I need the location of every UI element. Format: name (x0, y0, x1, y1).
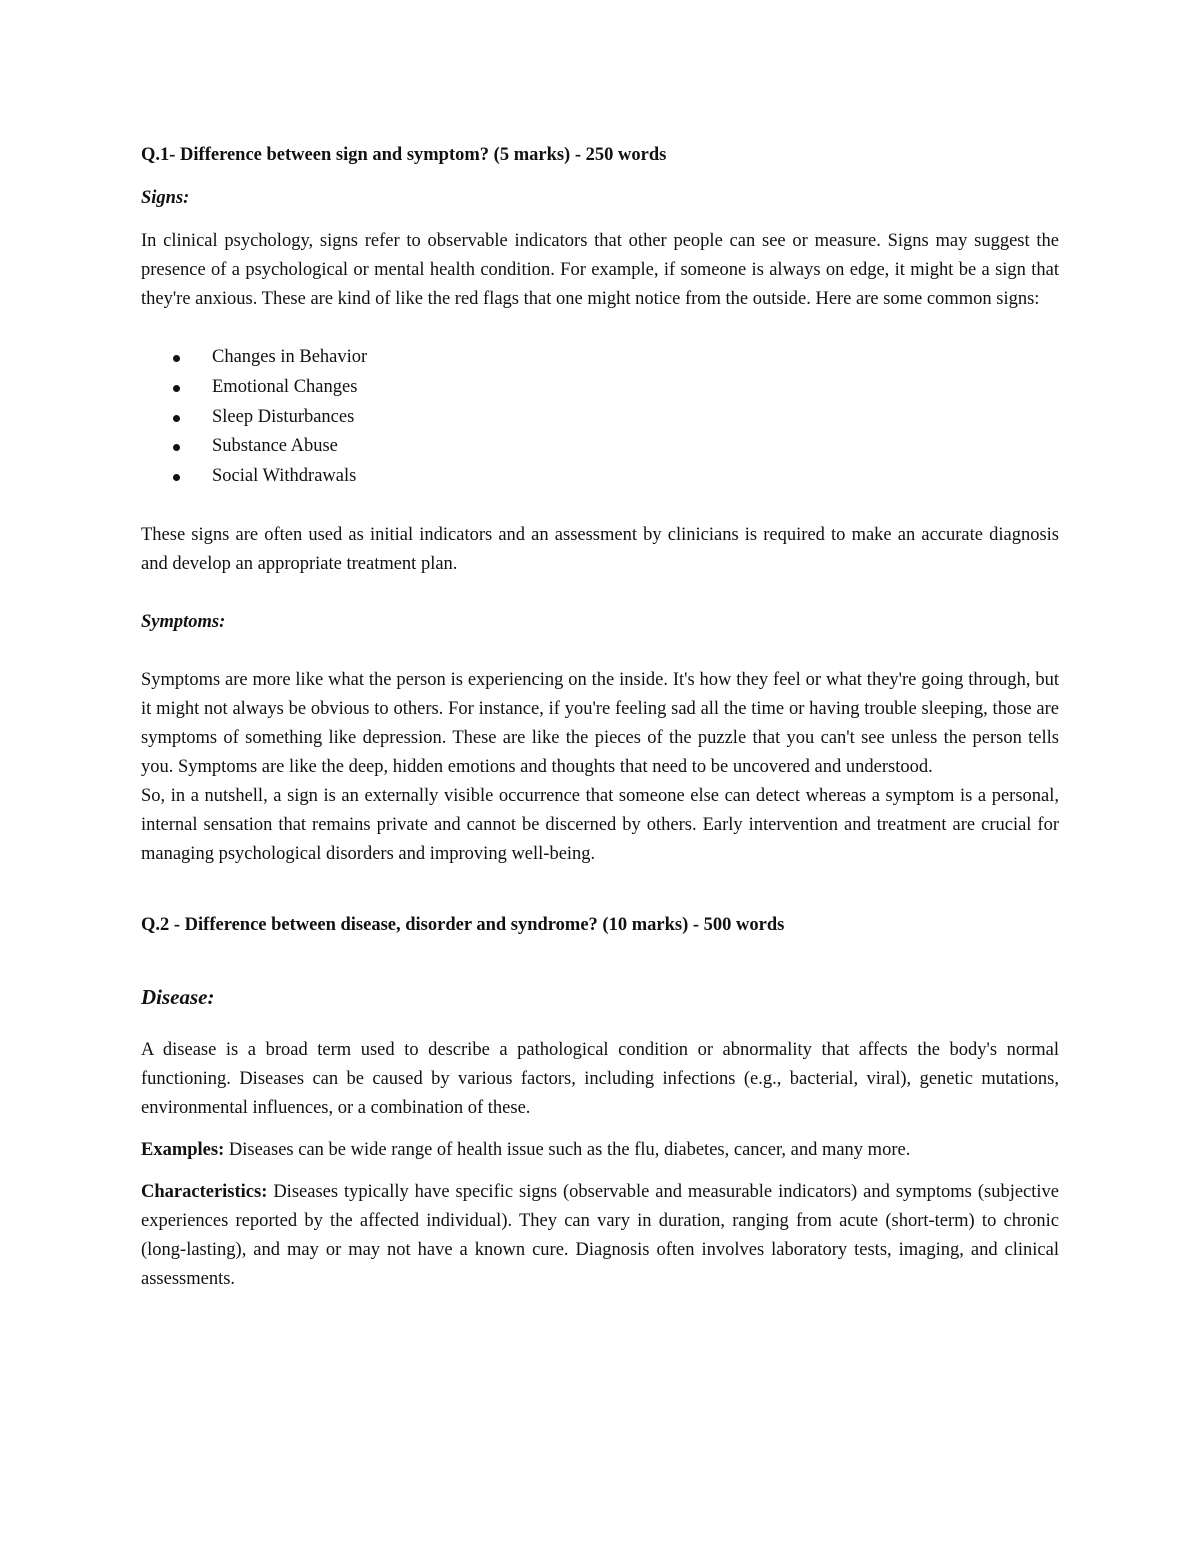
bullet-icon (173, 385, 180, 392)
symptoms-heading: Symptoms: (141, 611, 226, 632)
summary-paragraph: So, in a nutshell, a sign is an externally visible occurrence that someone else can detect whereas a symptom is a personal, internal sensation that remains private and cannot be discerned by others. Early intervention and treatment are crucial for managing psychological disorders and improving well-being. (141, 785, 1059, 864)
characteristics-label: Characteristics: (141, 1181, 268, 1202)
bullet-icon (173, 444, 180, 451)
characteristics-text: Diseases typically have specific signs (observable and measurable indicators) and symptoms (subjective experiences reported by the affected individual). They can vary in duration, ranging from acute (short-term) to chronic (long-lasting), and may or may not have a known cure. Diagnosis often involves laboratory tests, imaging, and clinical assessments. (141, 1181, 1059, 1289)
q1-heading: Q.1- Difference between sign and symptom? (5 marks) - 250 words (141, 145, 667, 165)
q2-heading: Q.2 - Difference between disease, disorder and syndrome? (10 marks) - 500 words (141, 914, 785, 935)
list-item: Social Withdrawals (171, 462, 1059, 492)
signs-followup-paragraph: These signs are often used as initial indicators and an assessment by clinicians is required to make an accurate diagnosis and develop an appropriate treatment plan. (141, 524, 1059, 574)
list-item: Substance Abuse (171, 432, 1059, 462)
examples-paragraph (141, 1136, 1059, 1165)
list-item: Changes in Behavior (171, 343, 1059, 373)
signs-list (141, 343, 1059, 492)
list-item: Sleep Disturbances (171, 403, 1059, 433)
list-item: Emotional Changes (171, 373, 1059, 403)
signs-heading: Signs: (141, 188, 190, 208)
bullet-icon (173, 474, 180, 481)
symptoms-paragraph: Symptoms are more like what the person is experiencing on the inside. It's how they feel or what they're going through, but it might not always be obvious to others. For instance, if you're feeling sad all the time or having trouble sleeping, those are symptoms of something like depression. These are like the pieces of the puzzle that you can't see unless the person tells you. Symptoms are like the deep, hidden emotions and thoughts that need to be uncovered and understood. (141, 669, 1059, 777)
examples-label: Examples: (141, 1139, 225, 1160)
disease-paragraph: A disease is a broad term used to describe a pathological condition or abnormality that affects the body's normal functioning. Diseases can be caused by various factors, including infections (e.g., bacterial, viral), genetic mutations, environmental influences, or a combination of these. (141, 1039, 1059, 1118)
characteristics-paragraph (141, 1178, 1059, 1294)
bullet-icon (173, 415, 180, 422)
examples-text: Diseases can be wide range of health issue such as the flu, diabetes, cancer, and many more. (224, 1139, 911, 1160)
signs-paragraph: In clinical psychology, signs refer to observable indicators that other people can see or measure. Signs may suggest the presence of a psychological or mental health condition. For example, if someone is always on edge, it might be a sign that they're anxious. These are kind of like the red flags that one might notice from the outside. Here are some common signs: (141, 231, 1059, 309)
bullet-icon (173, 355, 180, 362)
disease-heading: Disease: (141, 984, 215, 1009)
